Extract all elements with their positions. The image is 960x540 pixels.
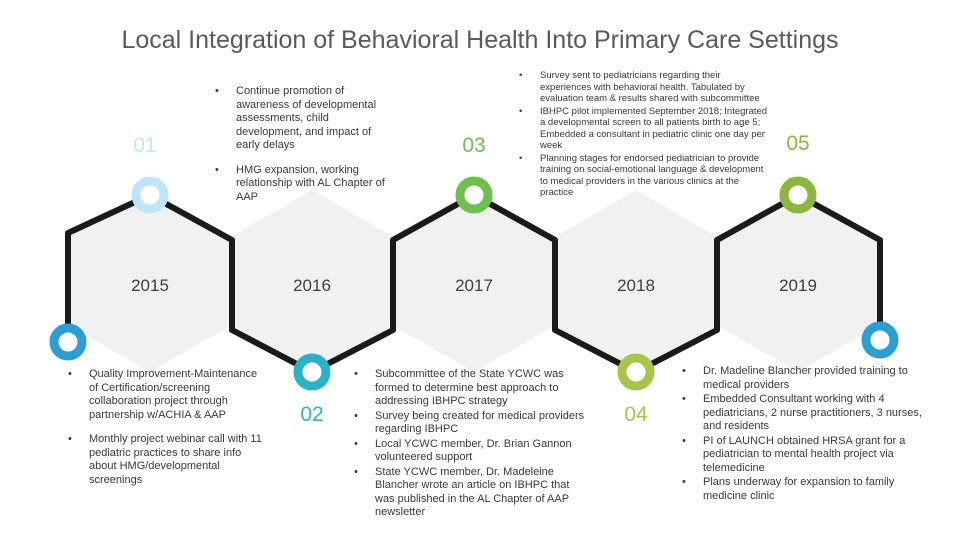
stage-03-text — [354, 368, 590, 521]
stage-02-bullet: • Monthly project webinar call with 11 pediatric practices to share info about HMG/developmental screenings — [68, 433, 264, 487]
stage-05-bullet: • Embedded Consultant working with 4 pediatricians, 2 nurse practitioners, 3 nurses, and residents — [682, 393, 922, 434]
stage-03-bullet: • Survey being created for medical providers regarding IBHPC — [354, 410, 590, 437]
year-label-2018: 2018 — [617, 276, 655, 295]
milestone-circle-01 — [136, 181, 164, 209]
stage-05-bullet: • Plans underway for expansion to family medicine clinic — [682, 476, 922, 503]
page-title: Local Integration of Behavioral Health Into Primary Care Settings — [121, 26, 839, 54]
milestone-circle-end — [866, 326, 894, 354]
stage-03-bullet: • State YCWC member, Dr. Madeleine Blancher wrote an article on IBHPC that was published in the AL Chapter of AAP newsletter — [354, 466, 590, 520]
stage-04-bullet: • IBHPC pilot implemented September 2018; Integrated a developmental screen to all patients birth to age 5; Embedded a consultant in pediatric clinic one day per week — [519, 106, 769, 152]
stage-03-bullet: • Subcommittee of the State YCWC was formed to determine best approach to addressing IBHPC strategy — [354, 368, 590, 409]
stage-01-text — [215, 85, 395, 215]
milestone-circle-03 — [460, 181, 488, 209]
stage-number-01: 01 — [133, 134, 157, 157]
stage-04-bullet: • Planning stages for endorsed pediatrician to provide training on social-emotional language & development to medical providers in the various clinics at the practice — [519, 153, 769, 199]
stage-number-04: 04 — [624, 403, 648, 426]
stage-05-bullet: • PI of LAUNCH obtained HRSA grant for a pediatrician to mental health project via telemedicine — [682, 435, 922, 476]
stage-05-text — [682, 365, 922, 504]
stage-05-bullet: • Dr. Madeline Blancher provided training to medical providers — [682, 365, 922, 392]
year-label-2019: 2019 — [779, 276, 817, 295]
milestone-circle-04 — [622, 358, 650, 386]
year-label-2017: 2017 — [455, 276, 493, 295]
milestone-circle-02 — [298, 358, 326, 386]
year-label-2015: 2015 — [131, 276, 169, 295]
milestone-circle-2015 — [54, 328, 82, 356]
stage-02-text — [68, 368, 264, 498]
stage-02-bullet: • Quality Improvement-Maintenance of Certification/screening collaboration project through partnership w/ACHIA & AAP — [68, 368, 264, 422]
milestone-circle-05 — [784, 181, 812, 209]
stage-number-05: 05 — [786, 132, 810, 155]
stage-number-03: 03 — [462, 134, 486, 157]
stage-number-02: 02 — [300, 403, 324, 426]
stage-03-bullet: • Local YCWC member, Dr. Brian Gannon volunteered support — [354, 438, 590, 465]
year-label-2016: 2016 — [293, 276, 331, 295]
stage-01-bullet: • HMG expansion, working relationship with AL Chapter of AAP — [215, 164, 395, 205]
stage-01-bullet: • Continue promotion of awareness of developmental assessments, child development, and impact of early delays — [215, 85, 395, 153]
stage-04-text — [519, 70, 769, 200]
stage-04-bullet: • Survey sent to pediatricians regarding their experiences with behavioral health. Tabulated by evaluation team & results shared with subcommittee — [519, 70, 769, 105]
